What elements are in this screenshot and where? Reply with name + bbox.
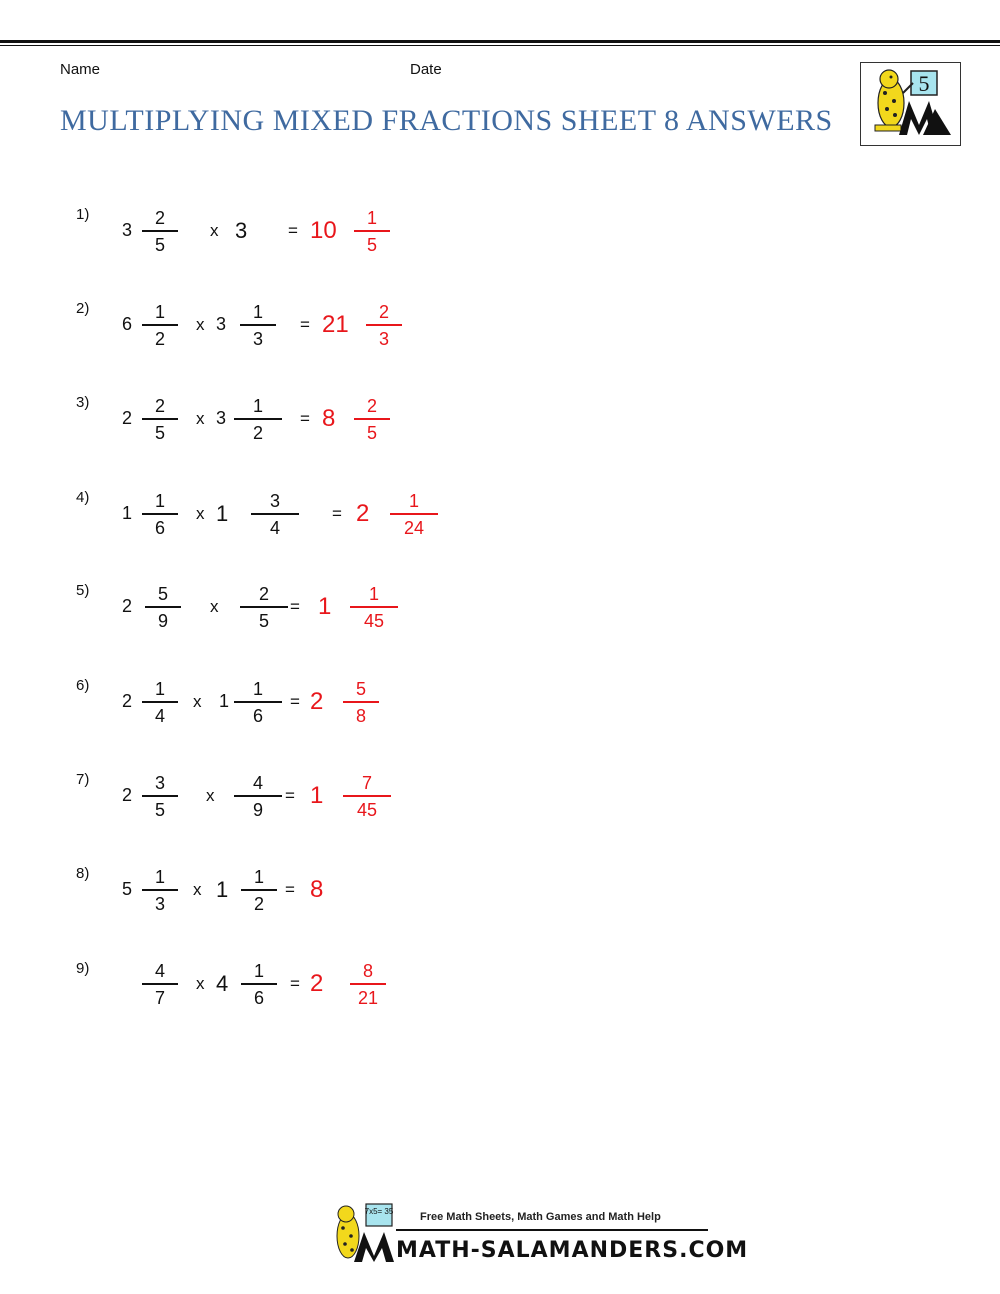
answer-fraction-numerator: 1 xyxy=(368,584,379,604)
answer-fraction xyxy=(354,394,390,444)
equals-sign: = xyxy=(300,409,310,428)
multiply-sign: x xyxy=(196,974,205,993)
second-fraction-denominator: 6 xyxy=(253,987,264,1008)
second-fraction xyxy=(234,394,282,444)
first-whole-number: 2 xyxy=(122,691,133,711)
equals-sign: = xyxy=(300,315,310,334)
first-fraction xyxy=(142,489,178,539)
footer-rule xyxy=(396,1229,708,1231)
answer-fraction xyxy=(350,959,386,1009)
problem-number: 5) xyxy=(76,582,90,599)
footer-brand: MATH-SALAMANDERS.COM xyxy=(396,1238,749,1263)
first-fraction xyxy=(142,771,178,821)
second-whole-number: 3 xyxy=(216,314,227,334)
first-fraction-denominator: 9 xyxy=(157,610,168,631)
problem-number: 3) xyxy=(76,394,90,411)
answer-whole-number: 2 xyxy=(310,688,324,715)
answer-whole-number: 21 xyxy=(322,311,349,338)
date-label: Date xyxy=(410,61,442,78)
answer-fraction-denominator: 5 xyxy=(366,422,377,443)
top-rule-thin xyxy=(0,45,1000,46)
first-fraction-denominator: 3 xyxy=(154,893,165,914)
first-fraction-numerator: 2 xyxy=(154,208,165,228)
answer-fraction-denominator: 24 xyxy=(403,517,425,538)
answer-fraction-numerator: 2 xyxy=(366,396,377,416)
equals-sign: = xyxy=(288,221,298,240)
equals-sign: = xyxy=(290,974,300,993)
second-fraction-numerator: 4 xyxy=(252,773,263,793)
first-fraction-denominator: 5 xyxy=(154,799,165,820)
first-fraction-numerator: 1 xyxy=(154,491,165,511)
multiply-sign: x xyxy=(206,786,215,805)
answer-whole-number: 1 xyxy=(310,782,324,809)
second-fraction xyxy=(240,582,288,632)
second-fraction-numerator: 3 xyxy=(269,491,280,511)
second-whole-number: 4 xyxy=(216,971,229,996)
answer-fraction-denominator: 8 xyxy=(355,705,366,726)
second-fraction-denominator: 2 xyxy=(253,893,264,914)
multiply-sign: x xyxy=(193,692,202,711)
second-fraction-denominator: 5 xyxy=(258,610,269,631)
second-whole-number: 1 xyxy=(219,691,230,711)
answer-fraction-denominator: 3 xyxy=(378,328,389,349)
first-fraction-denominator: 5 xyxy=(154,234,165,255)
answer-fraction-numerator: 5 xyxy=(355,679,366,699)
answer-fraction-denominator: 5 xyxy=(366,234,377,255)
second-fraction-denominator: 2 xyxy=(252,422,263,443)
first-fraction xyxy=(142,677,178,727)
grade-logo xyxy=(860,62,961,146)
problem-number: 7) xyxy=(76,771,90,788)
multiply-sign: x xyxy=(210,221,219,240)
answer-whole-number: 1 xyxy=(318,593,332,620)
first-whole-number: 5 xyxy=(122,879,133,899)
answer-whole-number: 10 xyxy=(310,217,337,244)
top-rule xyxy=(0,40,1000,43)
equals-sign: = xyxy=(285,786,295,805)
multiply-sign: x xyxy=(196,315,205,334)
second-fraction-numerator: 1 xyxy=(252,679,263,699)
second-fraction xyxy=(241,865,277,915)
first-whole-number: 2 xyxy=(122,408,133,428)
second-fraction-denominator: 9 xyxy=(252,799,263,820)
answer-fraction-numerator: 1 xyxy=(408,491,419,511)
second-whole-number: 3 xyxy=(216,408,227,428)
answer-fraction xyxy=(354,206,390,256)
first-fraction-numerator: 1 xyxy=(154,679,165,699)
second-fraction xyxy=(240,300,276,350)
multiply-sign: x xyxy=(210,597,219,616)
second-fraction xyxy=(234,677,282,727)
first-whole-number: 2 xyxy=(122,596,133,616)
first-fraction-denominator: 5 xyxy=(154,422,165,443)
first-fraction xyxy=(142,300,178,350)
first-fraction-numerator: 1 xyxy=(154,867,165,887)
problem-number: 4) xyxy=(76,489,90,506)
answer-fraction-denominator: 21 xyxy=(357,987,379,1008)
second-fraction-denominator: 6 xyxy=(252,705,263,726)
salamander-logo-icon xyxy=(861,63,959,144)
answer-fraction-numerator: 1 xyxy=(366,208,377,228)
answer-fraction xyxy=(366,300,402,350)
answer-fraction-denominator: 45 xyxy=(356,799,378,820)
answer-whole-number: 2 xyxy=(356,500,370,527)
answer-fraction xyxy=(350,582,398,632)
answer-fraction-numerator: 8 xyxy=(362,961,373,981)
equals-sign: = xyxy=(332,504,342,523)
first-fraction xyxy=(145,582,181,632)
multiply-sign: x xyxy=(193,880,202,899)
first-fraction-numerator: 4 xyxy=(154,961,165,981)
answer-fraction-denominator: 45 xyxy=(363,610,385,631)
second-fraction-denominator: 3 xyxy=(252,328,263,349)
first-fraction-numerator: 3 xyxy=(154,773,165,793)
first-whole-number: 6 xyxy=(122,314,133,334)
answer-fraction xyxy=(390,489,438,539)
first-fraction xyxy=(142,865,178,915)
second-whole-number: 3 xyxy=(235,218,248,243)
second-fraction-numerator: 1 xyxy=(252,302,263,322)
answer-fraction-numerator: 7 xyxy=(361,773,372,793)
first-fraction xyxy=(142,959,178,1009)
answer-whole-number: 2 xyxy=(310,970,324,997)
answer-whole-number: 8 xyxy=(310,876,324,903)
first-fraction-numerator: 5 xyxy=(157,584,168,604)
first-whole-number: 2 xyxy=(122,785,133,805)
answer-fraction xyxy=(343,771,391,821)
second-fraction-numerator: 2 xyxy=(258,584,269,604)
second-whole-number: 1 xyxy=(216,501,229,526)
second-fraction-numerator: 1 xyxy=(253,961,264,981)
name-label: Name xyxy=(60,61,101,78)
first-fraction xyxy=(142,206,178,256)
multiply-sign: x xyxy=(196,504,205,523)
second-fraction-numerator: 1 xyxy=(253,867,264,887)
first-fraction xyxy=(142,394,178,444)
first-whole-number: 1 xyxy=(122,503,133,523)
first-fraction-denominator: 4 xyxy=(154,705,165,726)
equals-sign: = xyxy=(285,880,295,899)
problem-number: 6) xyxy=(76,677,90,694)
footer-icon-text: 7x5= 35 xyxy=(364,1207,394,1216)
logo-number: 5 xyxy=(918,71,930,96)
footer-tagline: Free Math Sheets, Math Games and Math Help xyxy=(420,1211,661,1223)
answer-fraction xyxy=(343,677,379,727)
first-fraction-denominator: 2 xyxy=(154,328,165,349)
equals-sign: = xyxy=(290,597,300,616)
first-whole-number: 3 xyxy=(122,220,133,240)
second-fraction-denominator: 4 xyxy=(269,517,280,538)
answer-fraction-numerator: 2 xyxy=(378,302,389,322)
multiply-sign: x xyxy=(196,409,205,428)
second-fraction xyxy=(234,771,282,821)
problem-number: 9) xyxy=(76,960,90,977)
second-fraction xyxy=(241,959,277,1009)
page-title: MULTIPLYING MIXED FRACTIONS SHEET 8 ANSWERS xyxy=(60,104,833,137)
footer-salamander-icon xyxy=(326,1200,396,1270)
problem-number: 1) xyxy=(76,206,90,223)
problem-number: 2) xyxy=(76,300,90,317)
answer-whole-number: 8 xyxy=(322,405,336,432)
first-fraction-numerator: 1 xyxy=(154,302,165,322)
first-fraction-denominator: 7 xyxy=(154,987,165,1008)
first-fraction-numerator: 2 xyxy=(154,396,165,416)
equals-sign: = xyxy=(290,692,300,711)
second-fraction xyxy=(251,489,299,539)
second-whole-number: 1 xyxy=(216,877,229,902)
problem-number: 8) xyxy=(76,865,90,882)
first-fraction-denominator: 6 xyxy=(154,517,165,538)
second-fraction-numerator: 1 xyxy=(252,396,263,416)
